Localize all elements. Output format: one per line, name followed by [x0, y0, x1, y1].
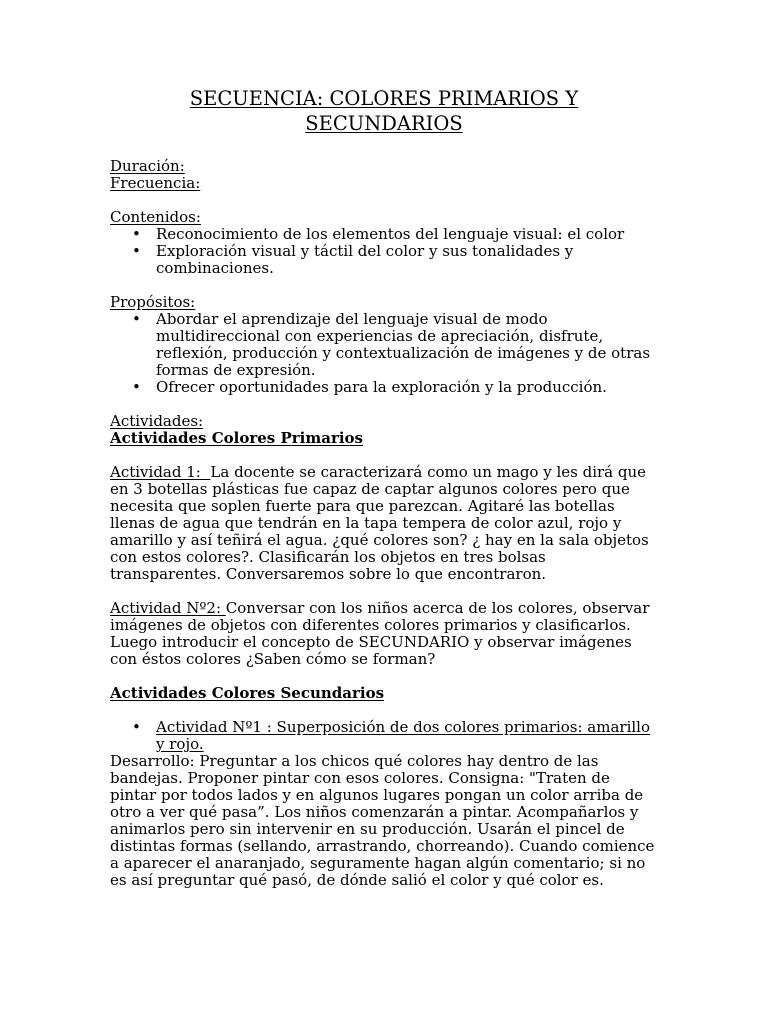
propositos-item: • Abordar el aprendizaje del lenguaje visual de modo multidireccional con experiencias de apreciación, disfrute, reflexión, producción y contextualización de imágenes y de otras formas de expresión. [156, 311, 658, 379]
actividades-label: Actividades: [110, 412, 204, 430]
actividad-2-label: Actividad Nº2: [110, 599, 226, 617]
spacer [110, 192, 658, 209]
spacer [110, 447, 658, 464]
primarios-heading: Actividades Colores Primarios [110, 429, 364, 447]
contenidos-item: • Reconocimiento de los elementos del lenguaje visual: el color [156, 226, 658, 243]
contenidos-label: Contenidos: [110, 208, 201, 226]
document-body [110, 86, 658, 889]
duracion-label: Duración: [110, 157, 185, 175]
propositos-list [110, 311, 658, 396]
actividad-1-text: La docente se caracterizará como un mago y les dirá que en 3 botellas plásticas fue capaz de captar algunos colores pero que necesita que soplen fuerte para que parezcan. Agitaré las botellas llenas de agua que tendrán en la tapa tempera de color azul, rojo y amarillo y así teñirá el agua. ¿qué colores son? ¿ hay en la sala objetos con estos colores?. Clasificarán los objetos en tres bolsas transparentes. Conversaremos sobre lo que encontraron. [110, 463, 649, 583]
spacer [110, 668, 658, 685]
secundarios-actividad-1: • Actividad Nº1 : Superposición de dos colores primarios: amarillo y rojo. [156, 719, 658, 753]
secundarios-heading: Actividades Colores Secundarios [110, 684, 385, 702]
spacer [110, 277, 658, 294]
contenidos-list [110, 226, 658, 277]
contenidos-item: • Exploración visual y táctil del color y sus tonalidades y combinaciones. [156, 243, 658, 277]
actividad-1-label: Actividad 1: [110, 463, 211, 481]
document-title: SECUENCIA: COLORES PRIMARIOS Y SECUNDARIOS [189, 87, 579, 135]
propositos-item: • Ofrecer oportunidades para la exploración y la producción. [156, 379, 658, 396]
propositos-label: Propósitos: [110, 293, 196, 311]
desarrollo-paragraph: Desarrollo: Preguntar a los chicos qué colores hay dentro de las bandejas. Proponer pintar con esos colores. Consigna: "Traten de pintar por todos lados y en algunos lugares pongan un color arriba de otro a ver qué pasa”. Los niños comenzarán a pintar. Acompañarlos y animarlos pero sin intervenir en su producción. Usarán el pincel de distintas formas (sellando, arrastrando, chorreando). Cuando comience a aparecer el anaranjado, seguramente hagan algún comentario; si no es así preguntar qué pasó, de dónde salió el color y qué color es. [110, 752, 655, 889]
actividad-2-text: Conversar con los niños acerca de los colores, observar imágenes de objetos con diferentes colores primarios y clasificarlos. Luego introducir el concepto de SECUNDARIO y observar imágenes con éstos colores ¿Saben cómo se forman? [110, 599, 650, 668]
actividad-1-paragraph [110, 464, 658, 583]
spacer [110, 396, 658, 413]
actividad-2-paragraph [110, 600, 658, 668]
frecuencia-label: Frecuencia: [110, 174, 201, 192]
secundarios-list [110, 719, 658, 753]
spacer [110, 583, 658, 600]
spacer [110, 702, 658, 719]
